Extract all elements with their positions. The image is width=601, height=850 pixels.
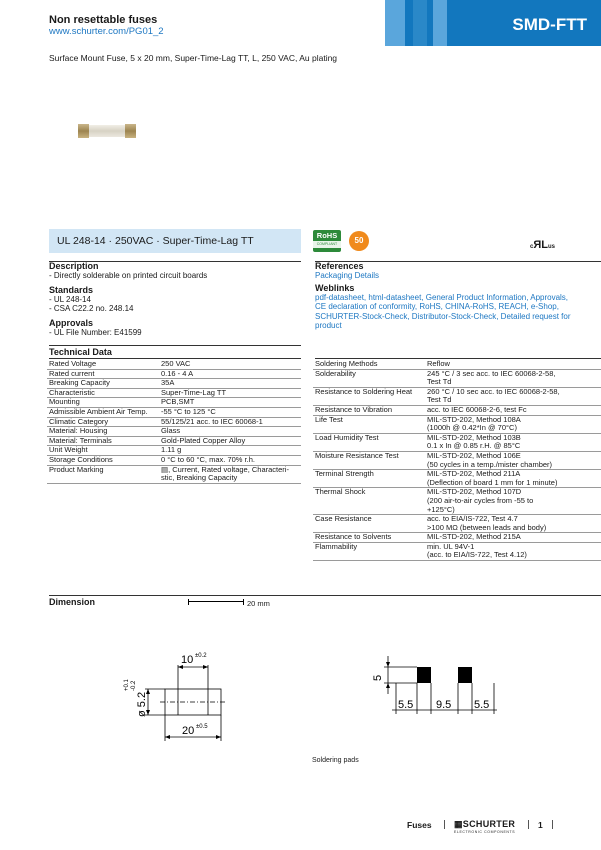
spec-row <box>313 533 601 543</box>
spec-value-line: MIL-STD-202, Method 107D <box>427 487 522 497</box>
spec-row <box>47 446 301 456</box>
spec-value-line: Glass <box>161 426 181 436</box>
spec-row <box>313 515 601 533</box>
spec-row <box>313 405 601 415</box>
arrowhead <box>386 662 390 667</box>
banner-stripe <box>413 0 427 46</box>
spec-label: Resistance to Vibration <box>313 405 425 415</box>
spec-value <box>425 542 601 560</box>
spec-value <box>425 433 601 451</box>
spec-value-line: (200 air-to-air cycles from -55 to <box>427 495 534 505</box>
length-10-label: 10 <box>181 654 194 666</box>
weblinks-line[interactable]: SCHURTER-Stock-Check, Distributor-Stock-Check, Detailed request for <box>315 311 571 321</box>
spec-label: Solderability <box>313 369 425 387</box>
spec-value-line: 35A <box>161 378 175 388</box>
solder-pad <box>417 667 431 683</box>
spec-row <box>313 387 601 405</box>
footer-separator <box>552 820 553 829</box>
spec-value <box>425 360 601 369</box>
schurter-logo: ▦SCHURTER <box>454 819 516 829</box>
diameter-label: ø 5.2 <box>136 691 148 717</box>
category-url-link[interactable]: www.schurter.com/PG01_2 <box>49 26 164 37</box>
spec-label: Material: Housing <box>47 427 159 437</box>
info-left <box>49 261 301 337</box>
spec-value <box>159 446 301 456</box>
footer-separator <box>528 820 529 829</box>
approval-summary: UL 248-14 · 250VAC · Super-Time-Lag TT <box>49 229 301 253</box>
spec-value-line: MIL-STD-202, Method 103B <box>427 432 521 442</box>
spec-value <box>159 465 301 483</box>
arrowhead <box>216 735 221 739</box>
spec-value-line: 1.11 g <box>161 445 182 455</box>
standards-heading: Standards <box>49 284 94 295</box>
spec-value <box>425 515 601 533</box>
spec-value-line: +125°C) <box>427 504 455 514</box>
category-title: Non resettable fuses <box>49 14 158 26</box>
divider <box>315 261 601 262</box>
spec-value <box>425 387 601 405</box>
spec-value-line: 0.1 x In @ 0.85 r.H. @ 85°C <box>427 441 521 451</box>
solder-pad <box>458 667 472 683</box>
spec-label: Characteristic <box>47 388 159 398</box>
spec-label: Unit Weight <box>47 446 159 456</box>
spec-value <box>425 451 601 469</box>
spec-label: Product Marking <box>47 465 159 483</box>
length-10-tolerance: ±0.2 <box>195 653 207 659</box>
spec-row <box>313 369 601 387</box>
soldering-pads-caption: Soldering pads <box>312 757 359 764</box>
spec-label: Case Resistance <box>313 515 425 533</box>
footer-separator <box>444 820 445 829</box>
spec-row <box>313 433 601 451</box>
spec-value-line: (50 cycles in a temp./mister chamber) <box>427 459 553 469</box>
spec-value-line: ▤, Current, Rated voltage, Characteri- <box>161 464 289 474</box>
spec-row <box>313 451 601 469</box>
scale-bar <box>188 599 244 605</box>
product-name: SMD-FTT <box>512 15 587 34</box>
spec-row <box>313 415 601 433</box>
spec-value <box>159 369 301 379</box>
spec-label: Resistance to Solvents <box>313 533 425 543</box>
standard-item: - UL 248-14 <box>49 294 91 304</box>
spec-label: Storage Conditions <box>47 455 159 465</box>
pad-height-label: 5 <box>372 674 384 681</box>
soldering-pads-drawing <box>370 650 500 720</box>
spec-label: Flammability <box>313 542 425 560</box>
product-subtitle: Surface Mount Fuse, 5 x 20 mm, Super-Time-Lag TT, L, 250 VAC, Au plating <box>49 53 338 63</box>
banner-stripe <box>433 0 447 46</box>
pad-spacing-label: 5.5 <box>398 699 414 711</box>
certifications-row <box>313 229 601 253</box>
spec-row <box>47 407 301 417</box>
technical-data-table <box>47 360 301 484</box>
spec-row <box>313 488 601 515</box>
spec-label: Resistance to Soldering Heat <box>313 387 425 405</box>
schurter-logo-tagline: ELECTRONIC COMPONENTS <box>454 830 516 834</box>
pad-spacing-label: 9.5 <box>436 699 452 711</box>
spec-value-line: PCB,SMT <box>161 397 195 407</box>
spec-value-line: (acc. to EIA/IS-722, Test 4.12) <box>427 550 527 560</box>
spec-value <box>159 417 301 427</box>
approvals-heading: Approvals <box>49 317 94 328</box>
divider <box>49 595 601 596</box>
spec-label: Soldering Methods <box>313 360 425 369</box>
spec-label: Moisture Resistance Test <box>313 451 425 469</box>
spec-row <box>47 455 301 465</box>
length-20-tolerance: ±0.5 <box>196 724 208 730</box>
spec-value-line: MIL-STD-202, Method 211A <box>427 469 521 479</box>
weblinks-line[interactable]: product <box>315 321 342 330</box>
description-heading: Description <box>49 261 99 271</box>
diameter-tol-plus: +0.1 <box>124 679 130 691</box>
spec-label: Material: Terminals <box>47 436 159 446</box>
spec-row <box>47 427 301 437</box>
references-heading: References <box>315 261 364 271</box>
spec-label: Admissible Ambient Air Temp. <box>47 407 159 417</box>
footer-section: Fuses <box>407 820 432 830</box>
spec-label: Rated Voltage <box>47 360 159 369</box>
spec-value-line: 250 VAC <box>161 359 191 368</box>
spec-value <box>425 369 601 387</box>
banner-stripe <box>385 0 405 46</box>
spec-value-line: 55/125/21 acc. to IEC 60068-1 <box>161 416 263 426</box>
spec-value-line: MIL-STD-202, Method 108A <box>427 414 521 424</box>
spec-label: Climatic Category <box>47 417 159 427</box>
fuse-photo <box>78 124 136 138</box>
weblinks-line[interactable]: pdf-datasheet, html-datasheet, General Product Information, Approvals, <box>315 292 569 302</box>
arrowhead <box>386 683 390 688</box>
spec-value-line: 245 °C / 3 sec acc. to IEC 60068-2-58, <box>427 368 556 378</box>
spec-value <box>159 455 301 465</box>
spec-value-line: (1000h @ 0.42*In @ 70°C) <box>427 423 517 433</box>
china-rohs-logo: 50 <box>349 231 369 251</box>
spec-value <box>159 427 301 437</box>
spec-value-line: Super-Time-Lag TT <box>161 387 227 397</box>
spec-value-line: stic, Breaking Capacity <box>161 473 238 483</box>
spec-value-line: min. UL 94V-1 <box>427 541 475 551</box>
spec-row <box>313 470 601 488</box>
spec-value-line: Test Td <box>427 377 452 387</box>
fuse-dimension-drawing <box>115 645 245 745</box>
arrowhead <box>165 735 170 739</box>
length-20-label: 20 <box>182 725 195 737</box>
info-right <box>315 261 601 331</box>
weblinks-heading: Weblinks <box>315 282 355 293</box>
spec-row <box>47 360 301 369</box>
spec-label: Thermal Shock <box>313 488 425 515</box>
diameter-tol-minus: -0.2 <box>131 680 137 691</box>
weblinks-line[interactable]: CE declaration of conformity, RoHS, CHINA-RoHS, REACH, e-Shop, <box>315 302 559 311</box>
spec-row <box>47 379 301 389</box>
spec-row <box>313 360 601 369</box>
page-number: 1 <box>538 820 543 830</box>
spec-label: Breaking Capacity <box>47 379 159 389</box>
spec-value <box>425 533 601 543</box>
spec-value <box>159 407 301 417</box>
pad-spacing-label: 5.5 <box>474 699 490 711</box>
spec-value-line: Gold-Plated Copper Alloy <box>161 435 246 445</box>
dimension-heading: Dimension <box>49 597 96 607</box>
tests-table <box>313 360 601 561</box>
spec-value <box>425 415 601 433</box>
spec-value-line: -55 °C to 125 °C <box>161 406 216 416</box>
description-item: - Directly solderable on printed circuit boards <box>49 271 208 280</box>
divider <box>49 345 301 346</box>
spec-value <box>425 488 601 515</box>
spec-value-line: acc. to EIA/IS-722, Test 4.7 <box>427 514 518 524</box>
spec-label: Life Test <box>313 415 425 433</box>
arrowhead <box>203 665 208 669</box>
spec-value-line: Reflow <box>427 359 450 368</box>
standard-item: - CSA C22.2 no. 248.14 <box>49 304 134 313</box>
rohs-logo: RoHS COMPLIANT <box>313 230 341 252</box>
spec-value-line: 0 °C to 60 °C, max. 70% r.h. <box>161 454 255 464</box>
scale-label: 20 mm <box>247 599 270 608</box>
spec-value <box>425 405 601 415</box>
approval-item: - UL File Number: E41599 <box>49 327 142 337</box>
spec-value-line: acc. to IEC 60068-2-6, test Fc <box>427 404 527 414</box>
divider <box>49 261 301 262</box>
spec-label: Terminal Strength <box>313 470 425 488</box>
spec-label: Mounting <box>47 398 159 408</box>
spec-value-line: (Deflection of board 1 mm for 1 minute) <box>427 477 558 487</box>
spec-value-line: 260 °C / 10 sec acc. to IEC 60068-2-58, <box>427 386 560 396</box>
spec-value-line: >100 MΩ (between leads and body) <box>427 522 547 532</box>
spec-value <box>159 360 301 369</box>
spec-label: Rated current <box>47 369 159 379</box>
spec-value-line: MIL-STD-202, Method 106E <box>427 450 521 460</box>
spec-value-line: 0.16 - 4 A <box>161 368 194 378</box>
packaging-details-link[interactable]: Packaging Details <box>315 271 380 280</box>
ul-recognized-logo: cЯLus <box>530 239 555 251</box>
spec-value <box>425 470 601 488</box>
product-banner <box>385 0 601 46</box>
spec-row <box>313 542 601 560</box>
spec-value-line: Test Td <box>427 395 452 405</box>
technical-data-heading: Technical Data <box>49 347 112 357</box>
spec-value-line: MIL-STD-202, Method 215A <box>427 532 521 542</box>
spec-row <box>47 465 301 483</box>
spec-value <box>159 379 301 389</box>
spec-label: Load Humidity Test <box>313 433 425 451</box>
